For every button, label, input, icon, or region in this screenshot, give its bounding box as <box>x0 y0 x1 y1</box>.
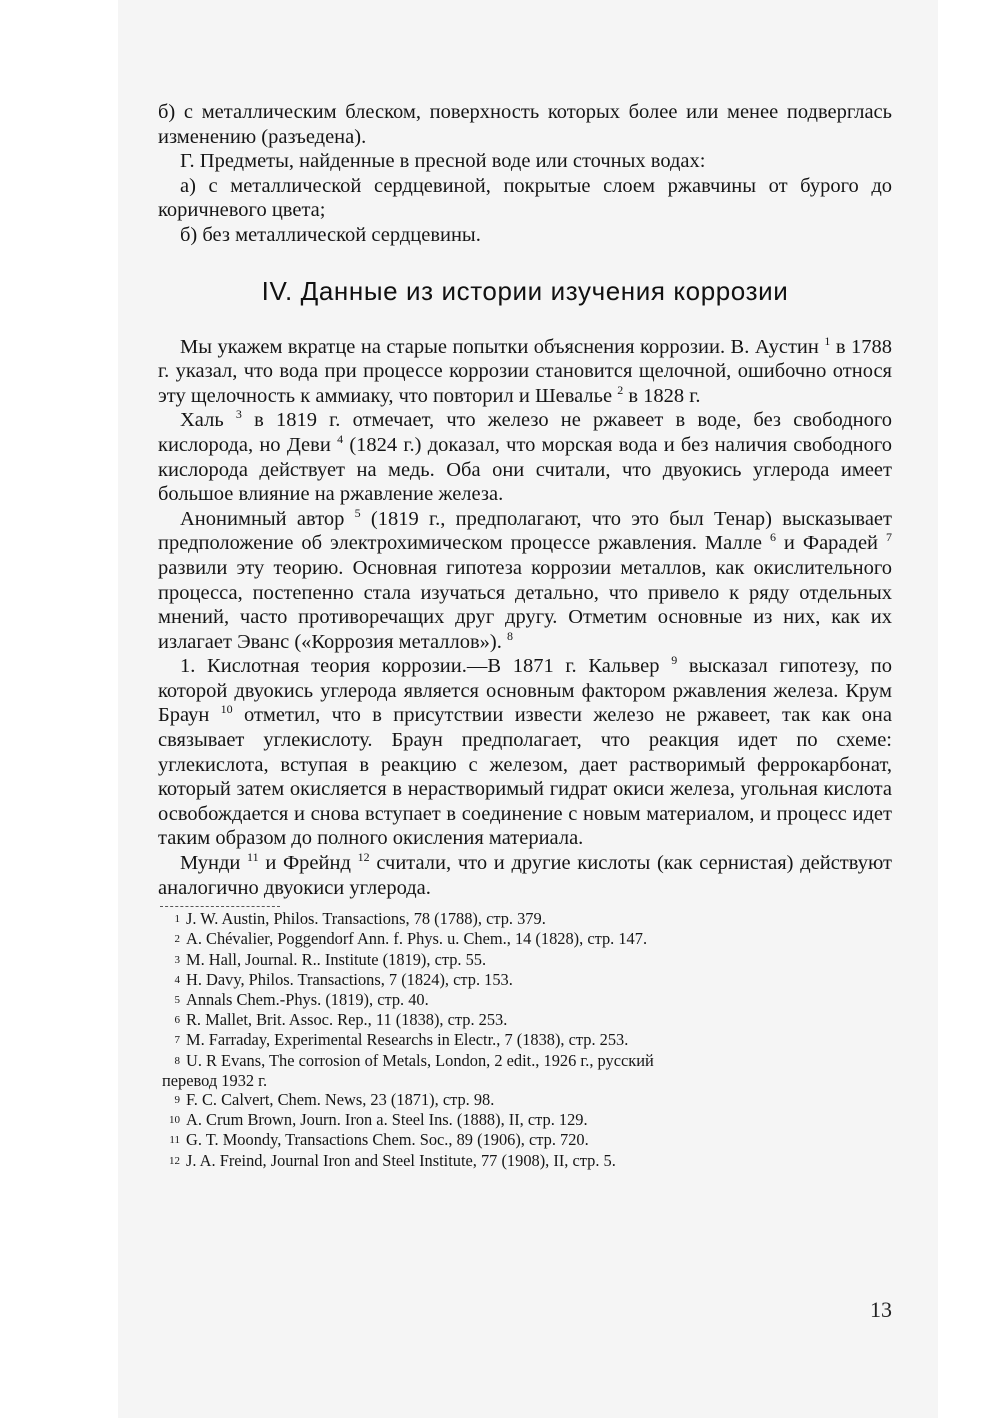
footnote-ref[interactable]: 4 <box>337 431 344 446</box>
footnote-continuation: перевод 1932 г. <box>162 1070 268 1090</box>
list-item: б) с металлическим блеском, поверхность которых более или менее подверглась изменению (разъедена). <box>158 101 892 148</box>
footnote-number: 6 <box>174 1014 180 1027</box>
footnote-divider <box>160 906 280 907</box>
footnote-ref[interactable]: 6 <box>769 530 776 545</box>
footnote: 10 A. Crum Brown, Journ. Iron a. Steel Ins. (1888), II, стр. 129. <box>158 1110 892 1130</box>
paragraph: 1. Кислотная теория коррозии.—В 1871 г. Кальвер $^9$ высказал гипотезу, по которой двуокись углерода является основным фактором ржавления железа. Крум Браун $^{10}$ отметил, что в присутствии извести железо не ржавеет, так как она связывает углекислоту. Браун предполагает, что реакция идет по схеме: углекислота, вступая в реакцию с железом, дает растворимый феррокарбонат, который затем окисляется в нерастворимый гидрат окиси железа, угольная кислота освобождается и снова вступает в соединение с новым материалом, и процесс идет таким образом до полного окисления материала. <box>158 653 892 850</box>
footnote: 3 M. Hall, Journal. R.. Institute (1819), стр. 55. <box>158 950 892 970</box>
footnote: 9 F. C. Calvert, Chem. News, 23 (1871), стр. 98. <box>158 1090 892 1110</box>
list-item: а) с металлической сердцевиной, покрытые слоем ржавчины от бурого до коричневого цвета; <box>158 174 892 222</box>
paragraph: Мы укажем вкратце на старые попытки объяснения коррозии. В. Аустин $^1$ в 1788 г. указал, что вода при процессе коррозии становится щелочной, ошибочно относя эту щелочность к аммиаку, что повторил и Шевалье $^2$ в 1828 г. <box>158 333 892 407</box>
footnote: 8 U. R Evans, The corrosion of Metals, London, 2 edit., 1926 г., русский <box>158 1051 892 1071</box>
footnote: 11 G. T. Moondy, Transactions Chem. Soc., 89 (1906), стр. 720. <box>158 1130 892 1150</box>
list-item: б) без металлической сердцевины. <box>180 223 481 246</box>
footnote-ref[interactable]: 8 <box>506 628 513 643</box>
section-title: IV. Данные из истории изучения коррозии <box>261 275 789 306</box>
footnote-ref[interactable]: 11 <box>247 850 259 865</box>
page-number: 13 <box>870 1297 892 1322</box>
footnote-number: 2 <box>174 933 180 946</box>
section-heading-g: Г. Предметы, найденные в пресной воде или сточных водах: <box>180 150 706 173</box>
footnote: 12 J. A. Freind, Journal Iron and Steel Institute, 77 (1908), II, стр. 5. <box>158 1151 892 1171</box>
footnote: 2 A. Chévalier, Poggendorf Ann. f. Phys. u. Chem., 14 (1828), стр. 147. <box>158 929 892 949</box>
footnote-number: 5 <box>174 994 180 1007</box>
footnote: 6 R. Mallet, Brit. Assoc. Rep., 11 (1838), стр. 253. <box>158 1010 892 1030</box>
footnote-ref[interactable]: 12 <box>357 850 370 865</box>
page-content <box>158 100 892 1171</box>
paragraph: Анонимный автор $^5$ (1819 г., предполагают, что это был Тенар) высказывает предположение об электрохимическом процессе ржавления. Малле $^6$ и Фарадей $^7$ развили эту теорию. Основная гипотеза коррозии металлов, как окислительного процесса, постепенно стала изучаться детально, что привело к ряду отдельных мнений, часто противоречащих друг другу. Отметим основные из них, как их излагает Эванс («Коррозия металлов»). $^8$ <box>158 505 892 653</box>
footnote: 1 J. W. Austin, Philos. Transactions, 78 (1788), стр. 379. <box>158 909 892 929</box>
footnote-ref[interactable]: 5 <box>354 505 361 520</box>
footnote-number: 10 <box>169 1114 180 1127</box>
footnote-number: 9 <box>174 1094 180 1107</box>
footnote-number: 8 <box>174 1054 180 1067</box>
footnote: 7 M. Farraday, Experimental Researchs in Electr., 7 (1838), стр. 253. <box>158 1030 892 1050</box>
footnote-ref[interactable]: 9 <box>671 653 678 668</box>
footnote-number: 1 <box>174 913 180 926</box>
footnote-ref[interactable]: 2 <box>617 382 624 397</box>
paragraph: Мунди $^{11}$ и Фрейнд $^{12}$ считали, что и другие кислоты (как сернистая) действуют аналогично двуокиси углерода. <box>158 850 892 899</box>
footnotes <box>158 909 892 1171</box>
footnote-number: 12 <box>169 1154 180 1167</box>
footnote-number: 11 <box>169 1134 180 1147</box>
footnote: 4 H. Davy, Philos. Transactions, 7 (1824), стр. 153. <box>158 970 892 990</box>
footnote-number: 4 <box>174 973 180 986</box>
footnote-number: 7 <box>174 1034 180 1047</box>
footnote-ref[interactable]: 1 <box>824 333 831 348</box>
footnote-number: 3 <box>174 953 180 966</box>
paragraph: Халь $^3$ в 1819 г. отмечает, что железо не ржавеет в воде, без свободного кислорода, но Деви $^4$ (1824 г.) доказал, что морская вода и без наличия свободного кислорода действует на медь. Оба они считали, что двуокись углерода имеет большое влияние на ржавление железа. <box>158 407 892 506</box>
footnote-ref[interactable]: 3 <box>235 407 242 422</box>
footnote-ref[interactable]: 7 <box>886 530 892 545</box>
footnote: 5 Annals Chem.-Phys. (1819), стр. 40. <box>158 990 892 1010</box>
footnote-ref[interactable]: 10 <box>220 702 233 717</box>
